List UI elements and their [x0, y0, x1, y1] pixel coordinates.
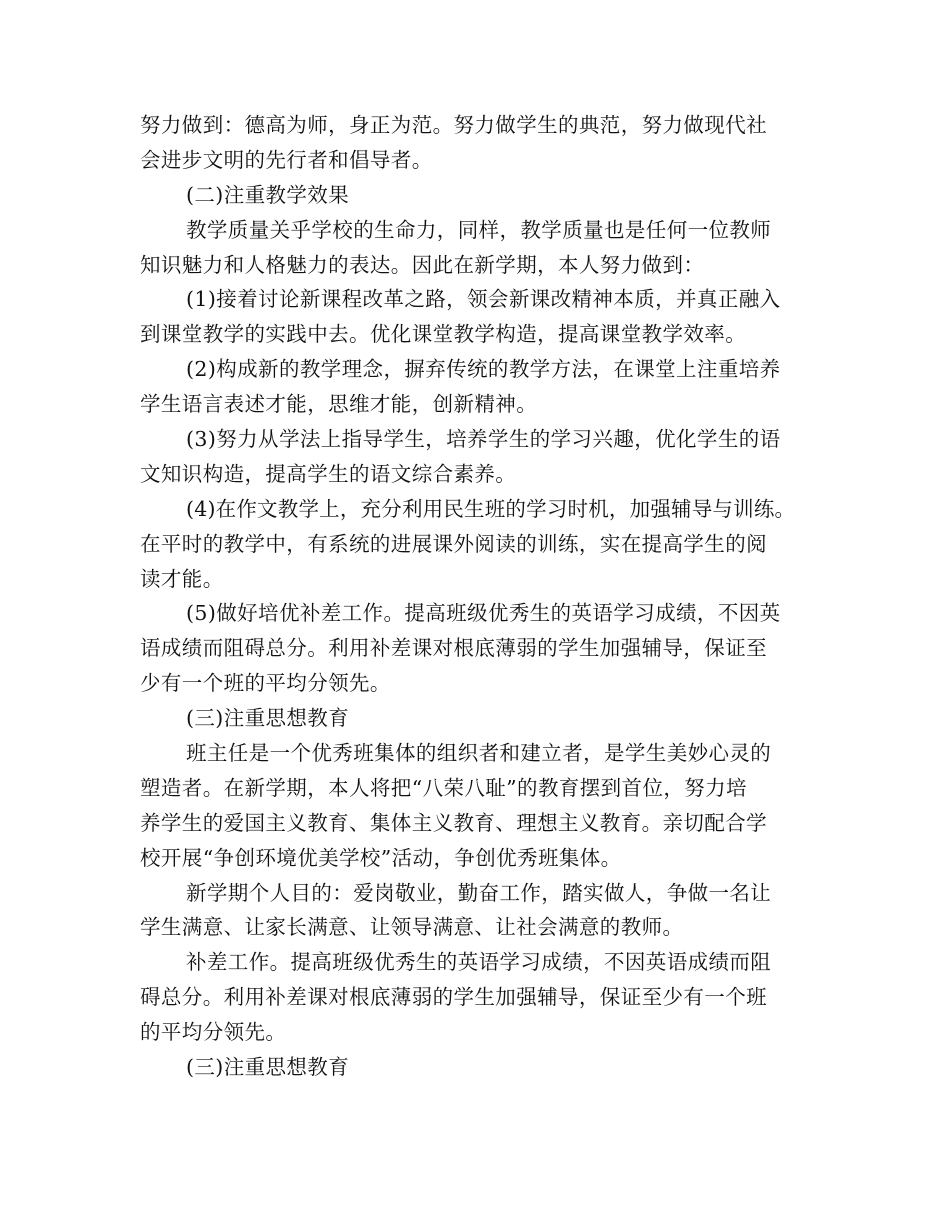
text-line: 班主任是一个优秀班集体的组织者和建立者，是学生美妙心灵的: [186, 741, 772, 766]
section-heading: (三)注重思想教育: [186, 706, 350, 731]
list-item: (3)努力从学法上指导学生，培养学生的学习兴趣，优化学生的语: [186, 427, 781, 452]
text-line: 语成绩而阻碍总分。利用补差课对根底薄弱的学生加强辅导，保证至: [140, 636, 767, 661]
text-line: 在平时的教学中，有系统的进展课外阅读的训练，实在提高学生的阅: [140, 531, 767, 556]
text-line: 少有一个班的平均分领先。: [140, 671, 391, 696]
text-line: 养学生的爱国主义教育、集体主义教育、理想主义教育。亲切配合学: [140, 810, 767, 835]
text-line: 塑造者。在新学期，本人将把“八荣八耻”的教育摆到首位，努力培: [140, 775, 747, 800]
section-heading: (三)注重思想教育: [186, 1055, 350, 1080]
text-line: 教学质量关乎学校的生命力，同样，教学质量也是任何一位教师: [186, 217, 772, 242]
text-line: 读才能。: [140, 566, 224, 591]
text-line: 校开展“争创环境优美学校”活动，争创优秀班集体。: [140, 845, 622, 870]
text-line: 新学期个人目的：爱岗敬业，勤奋工作，踏实做人，争做一名让: [186, 880, 772, 905]
list-item: (1)接着讨论新课程改革之路，领会新课改精神本质，并真正融入: [186, 287, 781, 312]
text-line: 到课堂教学的实践中去。优化课堂教学构造，提高课堂教学效率。: [140, 322, 747, 347]
text-line: 知识魅力和人格魅力的表达。因此在新学期，本人努力做到：: [140, 252, 705, 277]
text-line: 的平均分领先。: [140, 1020, 287, 1045]
text-line: 努力做到：德高为师，身正为范。努力做学生的典范，努力做现代社: [140, 113, 767, 137]
text-line: 补差工作。提高班级优秀生的英语学习成绩，不因英语成绩而阻: [186, 950, 772, 975]
list-item: (5)做好培优补差工作。提高班级优秀生的英语学习成绩，不因英: [186, 601, 781, 626]
text-line: 会进步文明的先行者和倡导者。: [140, 147, 433, 172]
section-heading: (二)注重教学效果: [186, 182, 350, 207]
text-line: 碍总分。利用补差课对根底薄弱的学生加强辅导，保证至少有一个班: [140, 985, 767, 1010]
list-item: (4)在作文教学上，充分利用民生班的学习时机，加强辅导与训练。: [186, 496, 796, 521]
text-line: 文知识构造，提高学生的语文综合素养。: [140, 461, 517, 486]
list-item: (2)构成新的教学理念，摒弃传统的教学方法，在课堂上注重培养: [186, 357, 781, 382]
document-body: [140, 108, 830, 1085]
text-line: 学生满意、让家长满意、让领导满意、让社会满意的教师。: [140, 915, 684, 940]
text-line: 学生语言表述才能，思维才能，创新精神。: [140, 392, 538, 417]
